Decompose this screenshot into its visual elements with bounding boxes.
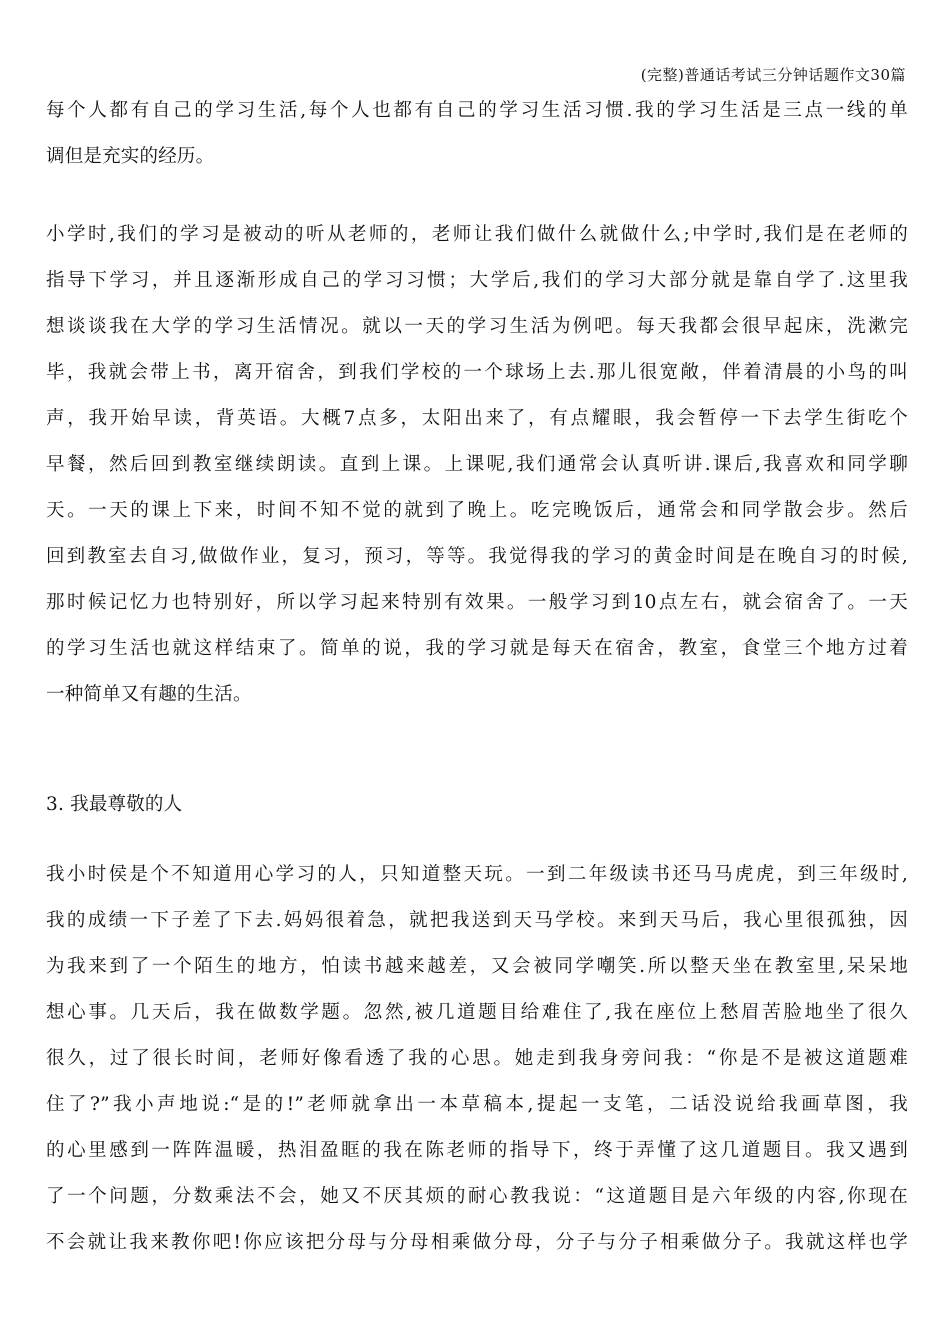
text-line: 我小时侯是个不知道用心学习的人，只知道整天玩。一到二年级读书还马马虎虎，到三年级时, xyxy=(46,864,908,885)
text-line: 的心里感到一阵阵温暖，热泪盈眶的我在陈老师的指导下，终于弄懂了这几道题目。我又遇到 xyxy=(46,1140,908,1161)
text-line: 回到教室去自习,做做作业，复习，预习，等等。我觉得我的学习的黄金时间是在晚自习的时候, xyxy=(46,546,908,567)
paragraph-respected-person xyxy=(46,852,908,1266)
text-line: 为我来到了一个陌生的地方，怕读书越来越差，又会被同学嘲笑.所以整天坐在教室里,呆呆地 xyxy=(46,956,908,977)
text-line: 一种简单又有趣的生活。 xyxy=(46,684,252,705)
text-line: 想谈谈我在大学的学习生活情况。就以一天的学习生活为例吧。每天我都会很早起床，洗漱完 xyxy=(46,316,908,337)
paragraph-study-life-intro xyxy=(46,88,908,180)
section-title: 3. 我最尊敬的人 xyxy=(46,794,183,815)
text-line: 的学习生活也就这样结束了。简单的说，我的学习就是每天在宿舍，教室，食堂三个地方过着 xyxy=(46,638,908,659)
text-line: 指导下学习，并且逐渐形成自己的学习习惯；大学后,我们的学习大部分就是靠自学了.这里我 xyxy=(46,270,908,291)
text-line: 想心事。几天后，我在做数学题。忽然,被几道题目给难住了,我在座位上愁眉苦脸地坐了很久 xyxy=(46,1002,908,1023)
text-line: 我的成绩一下子差了下去.妈妈很着急，就把我送到天马学校。来到天马后，我心里很孤独，因 xyxy=(46,910,908,931)
text-line: 毕，我就会带上书，离开宿舍，到我们学校的一个球场上去.那儿很宽敞，伴着清晨的小鸟的叫 xyxy=(46,362,908,383)
text-line: 很久，过了很长时间，老师好像看透了我的心思。她走到我身旁问我：“你是不是被这道题难 xyxy=(46,1048,908,1069)
text-line: 不会就让我来教你吧!你应该把分母与分母相乘做分母，分子与分子相乘做分子。我就这样也学 xyxy=(46,1232,908,1253)
text-line: 早餐，然后回到教室继续朗读。直到上课。上课呢,我们通常会认真听讲.课后,我喜欢和同学聊 xyxy=(46,454,908,475)
text-line: 小学时,我们的学习是被动的听从老师的，老师让我们做什么就做什么;中学时,我们是在老师的 xyxy=(46,224,908,245)
text-line: 那时候记忆力也特别好，所以学习起来特别有效果。一般学习到10点左右，就会宿舍了。一天 xyxy=(46,592,908,613)
text-line: 每个人都有自己的学习生活,每个人也都有自己的学习生活习惯.我的学习生活是三点一线的单 xyxy=(46,100,908,121)
text-line: 了一个问题，分数乘法不会，她又不厌其烦的耐心教我说：“这道题目是六年级的内容,你现在 xyxy=(46,1186,908,1207)
section-heading xyxy=(46,782,908,828)
paragraph-study-life-detail xyxy=(46,212,908,718)
text-line: 住了?”我小声地说:“是的!”老师就拿出一本草稿本,提起一支笔，二话没说给我画草图，我 xyxy=(46,1094,908,1115)
text-line: 天。一天的课上下来，时间不知不觉的就到了晚上。吃完晚饭后，通常会和同学散会步。然后 xyxy=(46,500,908,521)
page-header: (完整)普通话考试三分钟话题作文30篇 xyxy=(640,66,906,84)
text-line: 声，我开始早读，背英语。大概7点多，太阳出来了，有点耀眼，我会暂停一下去学生街吃个 xyxy=(46,408,908,429)
text-line: 调但是充实的经历。 xyxy=(46,146,215,167)
